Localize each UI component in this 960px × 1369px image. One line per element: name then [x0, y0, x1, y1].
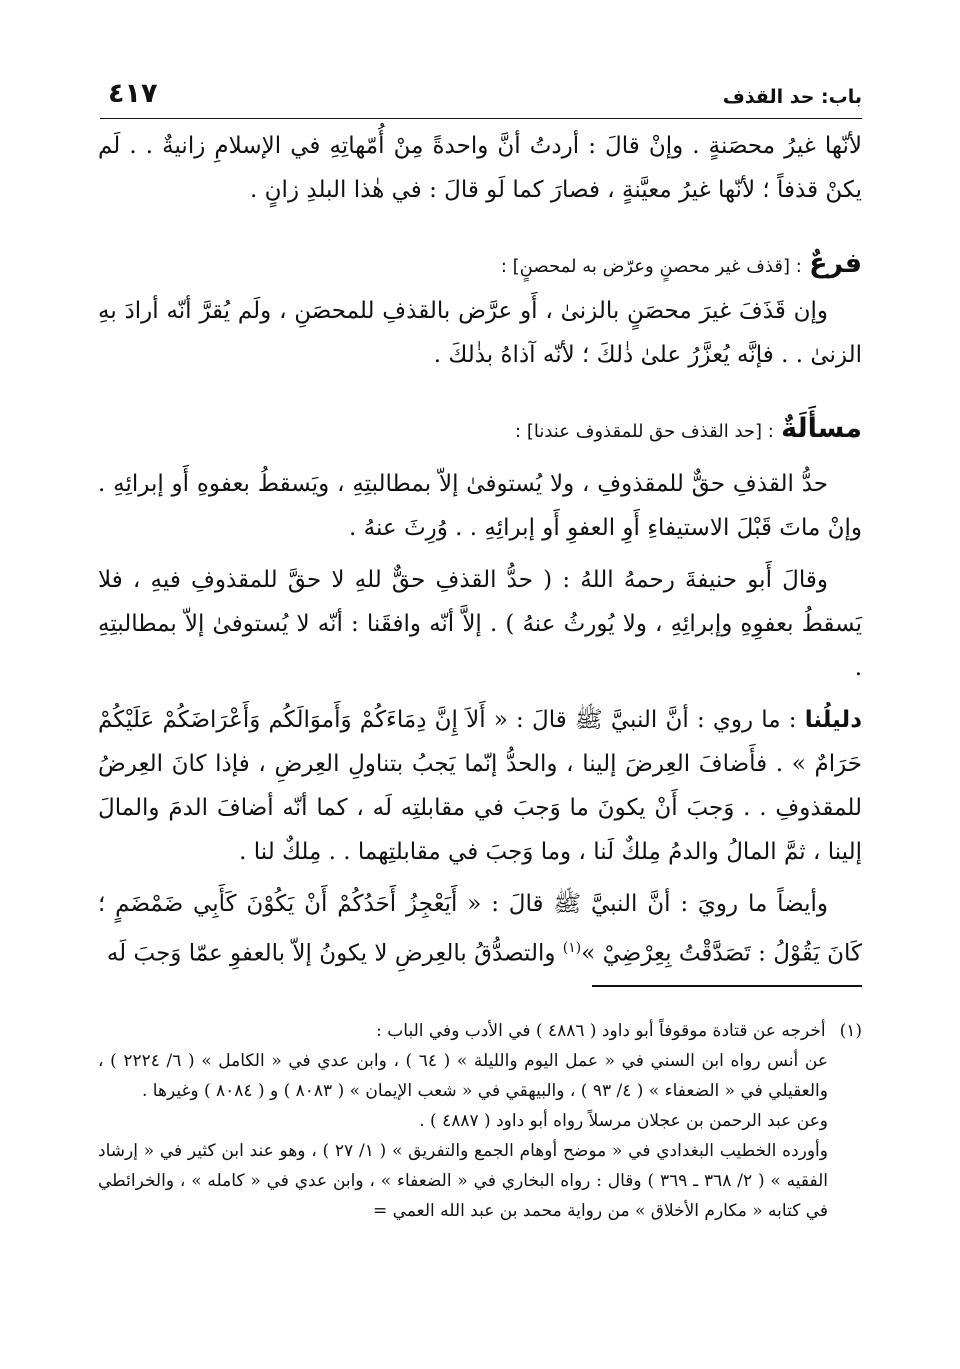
page-header	[100, 78, 862, 119]
paragraph-5	[98, 698, 862, 874]
footnote-divider	[592, 985, 862, 987]
paragraph-1: لأنّها غيرُ محصَنةٍ . وإنْ قالَ : أردتُ أنَّ واحدةً مِنْ أُمّهاتِهِ في الإسلامِ زانيةٌ . . لَم يكنْ قذفاً ؛ لأنّها غيرُ معيَّنةٍ ، فصارَ كما لَو قالَ : في هٰذا البلدِ زانٍ .	[98, 133, 862, 203]
footnote-number: (١)	[839, 1021, 862, 1041]
paragraph-6	[98, 882, 862, 976]
far-title: : [قذف غير محصنٍ وعرّض به لمحصنٍ] :	[500, 256, 802, 277]
paragraph-5-text: : ما روي : أنَّ النبيَّ ﷺ قالَ : « أَلاَ إِنَّ دِمَاءَكُمْ وَأَموَالَكُم وَأَعْرَاضَكُمْ عَلَيْكُمْ حَرَامٌ » . فأَضافَ العِرضَ إلينا ، والحدُّ إنّما يَجبُ بتناولِ العِرضِ ، فإذا كانَ العِرضُ للمقذوفِ . . وَجبَ أَنْ يكونَ ما وَجبَ في مقابلتِه لَه ، كما أنّه أضافَ الدمَ والمالَ إلينا ، ثمَّ المالُ والدمُ مِلكٌ لَنا ، وما وَجبَ في مقابلتِهما . . مِلكٌ لنا .	[98, 707, 862, 865]
masala-heading	[98, 407, 862, 454]
masala-title: : [حد القذف حق للمقذوف عندنا] :	[515, 421, 774, 442]
footnote-text-1: أخرجه عن قتادة موقوفاً أبو داود ( ٤٨٨٦ ) في الأدب وفي الباب :	[376, 1021, 826, 1041]
masala-label: مسأَلَةٌ	[781, 413, 862, 444]
far-heading	[98, 242, 862, 289]
paragraph-3: حدُّ القذفِ حقٌّ للمقذوفِ ، ولا يُستوفىٰ إلاّ بمطالبتِهِ ، ويَسقطُ بعفوهِ أَو إبرائِهِ . وإنْ ماتَ قَبْلَ الاستيفاءِ أَوِ العفوِ أَو إبرائِهِ . . وُرِثَ عنهُ .	[98, 471, 862, 541]
far-label: فرعٌ	[809, 248, 862, 279]
footnote-line-3: وعن عبد الرحمن بن عجلان مرسلاً رواه أبو داود ( ٤٨٨٧ ) .	[419, 1111, 828, 1131]
footnote-line-2: عن أنس رواه ابن السني في « عمل اليوم والليلة » ( ٦٤ ) ، وابن عدي في « الكامل » ( ٦/ ٢٢٢٤ ) ، والعقيلي في « الضعفاء » ( ٤/ ٩٣ ) ، والبيهقي في « شعب الإيمان » ( ٨٠٨٣ ) و ( ٨٠٨٤ ) وغيرها .	[98, 1051, 828, 1101]
paragraph-4: وقالَ أَبو حنيفةَ رحمهُ اللهُ : ( حدُّ القذفِ حقٌّ للهِ لا حقَّ للمقذوفِ فيهِ ، فلا يَسقطُ بعفوِهِ وإبرائِهِ ، ولا يُورثُ عنهُ ) . إلاَّ أنّه وافقَنا : أنّه لا يُستوفىٰ إلاّ بمطالبتِهِ .	[98, 567, 862, 681]
footnote-line-1	[98, 1016, 862, 1046]
footnotes	[98, 1016, 862, 1226]
footnote-ref: (١)	[562, 940, 582, 956]
footnote-line-4: وأورده الخطيب البغدادي في « موضح أوهام الجمع والتفريق » ( ١/ ٢٧ ) ، وهو عند ابن كثير في « إرشاد الفقيه » ( ٢/ ٣٦٨ ـ ٣٦٩ ) وقال : رواه البخاري في « الضعفاء » ، وابن عدي في « كامله » ، والخرائطي في كتابه « مكارم الأخلاق » من رواية محمد بن عبد الله العمي =	[98, 1141, 828, 1221]
paragraph-6-end: والتصدُّقُ بالعِرضِ لا يكونُ إلاّ بالعفوِ عمّا وَجبَ لَه	[106, 940, 563, 967]
page-number: ٤١٧	[108, 78, 158, 109]
chapter-title: باب: حد القذف	[722, 86, 862, 108]
dalil-label: دليلُنا	[804, 707, 862, 733]
paragraph-6-text: وأيضاً ما رويَ : أنَّ النبيَّ ﷺ قالَ : « أَيَعْجِزُ أَحَدُكُمْ أَنْ يَكُوْنَ كَأَبِي ضَمْضَمٍ ؛ كَانَ يَقُوْلُ : تَصَدَّقْتُ بِعِرْضِيْ »	[98, 891, 862, 967]
main-text	[98, 124, 862, 976]
paragraph-2: وإن قَذَفَ غيرَ محصَنٍ بالزنىٰ ، أَو عرَّض بالقذفِ للمحصَنِ ، ولَم يُقرَّ أنّه أرادَ بهِ الزنىٰ . . فإنَّه يُعزَّرُ علىٰ ذٰلكَ ؛ لأنّه آذاهُ بذٰلكَ .	[98, 298, 862, 368]
